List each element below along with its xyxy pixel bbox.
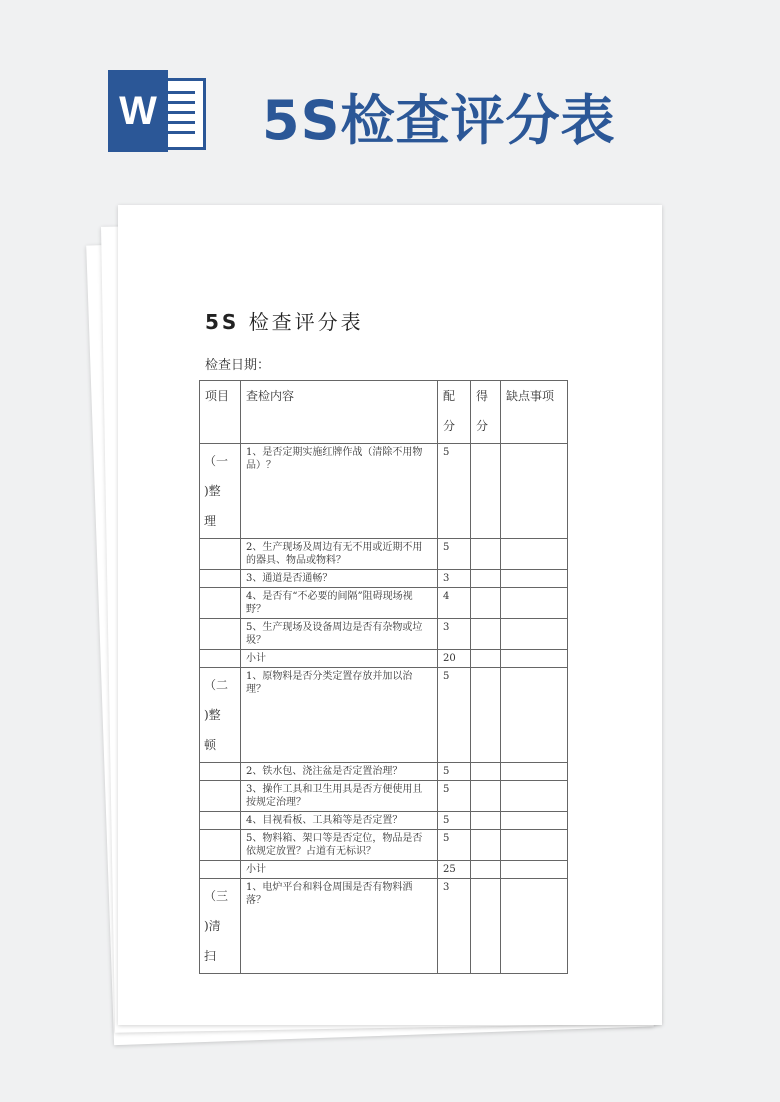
defects-cell[interactable] bbox=[501, 444, 568, 539]
category-text: （三 bbox=[204, 889, 229, 903]
table-row bbox=[200, 861, 568, 879]
defects-cell[interactable] bbox=[501, 588, 568, 619]
defects-cell[interactable] bbox=[501, 668, 568, 763]
header-content: 查检内容 bbox=[241, 381, 438, 444]
defects-cell[interactable] bbox=[501, 879, 568, 974]
allocated-score-cell: 25 bbox=[438, 861, 471, 879]
allocated-score-cell: 20 bbox=[438, 650, 471, 668]
defects-cell[interactable] bbox=[501, 781, 568, 812]
allocated-score-cell: 5 bbox=[438, 763, 471, 781]
score-table bbox=[199, 380, 568, 974]
category-cell bbox=[200, 570, 241, 588]
check-content-cell: 1、原物料是否分类定置存放并加以治理？ bbox=[241, 668, 438, 763]
allocated-score-cell: 5 bbox=[438, 668, 471, 763]
allocated-score-cell: 5 bbox=[438, 812, 471, 830]
defects-cell[interactable] bbox=[501, 619, 568, 650]
earned-score-cell[interactable] bbox=[471, 570, 501, 588]
table-row bbox=[200, 668, 568, 763]
earned-score-cell[interactable] bbox=[471, 781, 501, 812]
check-content-cell: 4、目视看板、工具箱等是否定置？ bbox=[241, 812, 438, 830]
table-header-row bbox=[200, 381, 568, 444]
check-content-cell: 5、生产现场及设备周边是否有杂物或垃圾？ bbox=[241, 619, 438, 650]
category-cell bbox=[200, 879, 241, 974]
word-logo-icon bbox=[108, 70, 208, 152]
table-row bbox=[200, 879, 568, 974]
category-text: 扫 bbox=[204, 949, 217, 963]
earned-score-cell[interactable] bbox=[471, 539, 501, 570]
category-text: )整 bbox=[204, 484, 221, 498]
category-text: （一 bbox=[204, 454, 229, 468]
defects-cell[interactable] bbox=[501, 812, 568, 830]
category-cell bbox=[200, 444, 241, 539]
header-item: 项目 bbox=[200, 381, 241, 444]
allocated-score-cell: 5 bbox=[438, 444, 471, 539]
header-score-got: 得 分 bbox=[471, 381, 501, 444]
allocated-score-cell: 4 bbox=[438, 588, 471, 619]
word-letter: W bbox=[108, 70, 168, 152]
header-score-alloc: 配 分 bbox=[438, 381, 471, 444]
category-cell bbox=[200, 812, 241, 830]
earned-score-cell[interactable] bbox=[471, 763, 501, 781]
earned-score-cell[interactable] bbox=[471, 444, 501, 539]
earned-score-cell[interactable] bbox=[471, 879, 501, 974]
table-row bbox=[200, 763, 568, 781]
check-content-cell: 1、电炉平台和料仓周围是否有物料洒落？ bbox=[241, 879, 438, 974]
category-cell bbox=[200, 763, 241, 781]
allocated-score-cell: 3 bbox=[438, 619, 471, 650]
allocated-score-cell: 5 bbox=[438, 781, 471, 812]
defects-cell[interactable] bbox=[501, 861, 568, 879]
banner-title: 5S检查评分表 bbox=[262, 89, 616, 152]
document-title: 5S 检查评分表 bbox=[205, 310, 364, 334]
check-content-cell: 2、生产现场及周边有无不用或近期不用的器具、物品或物料？ bbox=[241, 539, 438, 570]
category-cell bbox=[200, 861, 241, 879]
table-row bbox=[200, 619, 568, 650]
table-row bbox=[200, 812, 568, 830]
table-row bbox=[200, 588, 568, 619]
check-content-cell: 小计 bbox=[241, 650, 438, 668]
table-row bbox=[200, 444, 568, 539]
category-cell bbox=[200, 588, 241, 619]
defects-cell[interactable] bbox=[501, 763, 568, 781]
allocated-score-cell: 5 bbox=[438, 830, 471, 861]
check-content-cell: 3、操作工具和卫生用具是否方便使用且按规定治理？ bbox=[241, 781, 438, 812]
earned-score-cell[interactable] bbox=[471, 861, 501, 879]
table-row bbox=[200, 781, 568, 812]
category-cell bbox=[200, 830, 241, 861]
category-cell bbox=[200, 650, 241, 668]
allocated-score-cell: 3 bbox=[438, 570, 471, 588]
allocated-score-cell: 5 bbox=[438, 539, 471, 570]
category-cell bbox=[200, 668, 241, 763]
check-content-cell: 2、铁水包、浇注盆是否定置治理？ bbox=[241, 763, 438, 781]
earned-score-cell[interactable] bbox=[471, 619, 501, 650]
check-content-cell: 1、是否定期实施红牌作战（清除不用物品）？ bbox=[241, 444, 438, 539]
category-text: )整 bbox=[204, 708, 221, 722]
category-text: )清 bbox=[204, 919, 221, 933]
category-cell bbox=[200, 619, 241, 650]
defects-cell[interactable] bbox=[501, 830, 568, 861]
table-row bbox=[200, 650, 568, 668]
allocated-score-cell: 3 bbox=[438, 879, 471, 974]
table-row bbox=[200, 570, 568, 588]
inspection-date-label: 检查日期： bbox=[205, 358, 271, 373]
category-text: 顿 bbox=[204, 738, 217, 752]
category-text: （二 bbox=[204, 678, 229, 692]
table-row bbox=[200, 830, 568, 861]
category-cell bbox=[200, 539, 241, 570]
check-content-cell: 3、通道是否通畅？ bbox=[241, 570, 438, 588]
earned-score-cell[interactable] bbox=[471, 650, 501, 668]
earned-score-cell[interactable] bbox=[471, 668, 501, 763]
check-content-cell: 5、物料箱、架口等是否定位，物品是否依规定放置？占道有无标识？ bbox=[241, 830, 438, 861]
defects-cell[interactable] bbox=[501, 650, 568, 668]
header-defects: 缺点事项 bbox=[501, 381, 568, 444]
category-text: 理 bbox=[204, 514, 217, 528]
table-row bbox=[200, 539, 568, 570]
defects-cell[interactable] bbox=[501, 570, 568, 588]
earned-score-cell[interactable] bbox=[471, 812, 501, 830]
earned-score-cell[interactable] bbox=[471, 830, 501, 861]
defects-cell[interactable] bbox=[501, 539, 568, 570]
check-content-cell: 4、是否有“不必要的间隔”阻碍现场视野？ bbox=[241, 588, 438, 619]
category-cell bbox=[200, 781, 241, 812]
earned-score-cell[interactable] bbox=[471, 588, 501, 619]
check-content-cell: 小计 bbox=[241, 861, 438, 879]
